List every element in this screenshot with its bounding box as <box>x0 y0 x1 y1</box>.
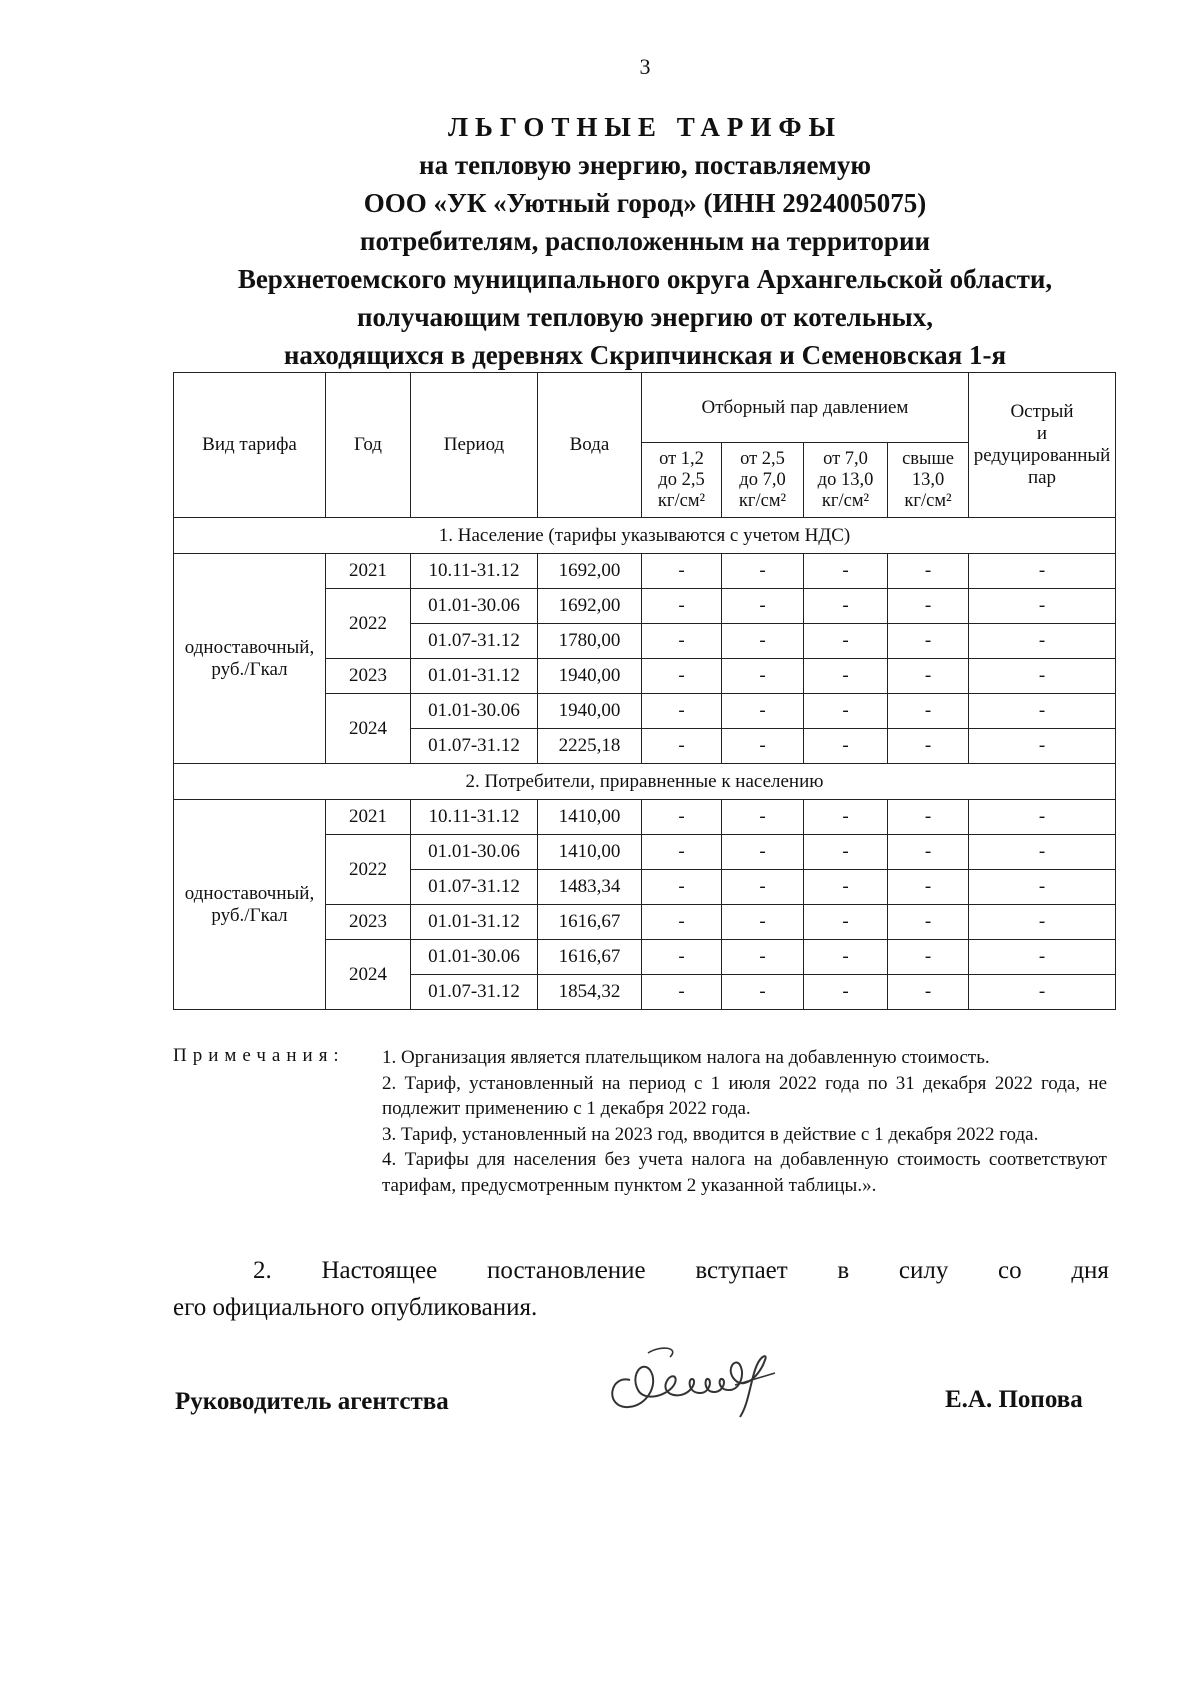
cell-dash: - <box>888 554 969 589</box>
cell-dash: - <box>888 905 969 940</box>
paragraph-word: вступает <box>695 1257 788 1284</box>
cell-water: 1940,00 <box>538 659 642 694</box>
paragraph-word: в <box>837 1257 850 1284</box>
cell-dash: - <box>642 589 722 624</box>
paragraph-word: Настоящее <box>321 1257 438 1284</box>
cell-dash: - <box>642 694 722 729</box>
title-line-7: находящихся в деревнях Скрипчинская и Семеновская 1-я <box>283 340 1007 370</box>
document-title <box>0 108 1200 374</box>
cell-dash: - <box>722 940 804 975</box>
cell-dash: - <box>722 729 804 764</box>
steam-sub-4-l1: свыше <box>902 448 954 469</box>
cell-dash: - <box>642 659 722 694</box>
note-item: 1. Организация является плательщиком налога на добавленную стоимость. <box>382 1047 990 1068</box>
cell-dash: - <box>642 729 722 764</box>
notes-list <box>382 1045 1107 1198</box>
section-2-tariff-type <box>174 800 326 1010</box>
cell-dash: - <box>969 800 1116 835</box>
title-line-3: ООО «УК «Уютный город» (ИНН 2924005075) <box>363 188 927 218</box>
steam-sub-1-l2: до 2,5 <box>658 469 705 490</box>
header-steam-sub-1 <box>642 443 722 518</box>
cell-period: 01.01-30.06 <box>411 835 538 870</box>
cell-dash: - <box>804 835 888 870</box>
section-1-title: 1. Население (тарифы указываются с учетом НДС) <box>174 518 1116 554</box>
header-period: Период <box>411 373 538 518</box>
cell-water: 1780,00 <box>538 624 642 659</box>
cell-period: 01.07-31.12 <box>411 975 538 1010</box>
paragraph-line-1 <box>173 1252 1109 1289</box>
cell-dash: - <box>642 554 722 589</box>
cell-dash: - <box>804 729 888 764</box>
cell-dash: - <box>722 659 804 694</box>
cell-dash: - <box>642 624 722 659</box>
header-sharp-l4: пар <box>1027 467 1057 488</box>
note-item: 4. Тарифы для населения без учета налога на добавленную стоимость соответствуют тарифам, предусмотренным пунктом 2 указанной таблицы.». <box>382 1149 1107 1196</box>
cell-water: 1692,00 <box>538 554 642 589</box>
s2-tariff-l2: руб./Гкал <box>211 904 288 926</box>
cell-period: 01.01-31.12 <box>411 905 538 940</box>
cell-dash: - <box>969 624 1116 659</box>
paragraph-word: дня <box>1071 1257 1109 1284</box>
cell-dash: - <box>642 835 722 870</box>
header-year: Год <box>326 373 411 518</box>
cell-period: 01.01-30.06 <box>411 694 538 729</box>
cell-dash: - <box>642 800 722 835</box>
paragraph-word: силу <box>898 1257 949 1284</box>
paragraph-word: постановление <box>486 1257 646 1284</box>
tariff-table <box>173 372 1116 1010</box>
cell-dash: - <box>969 905 1116 940</box>
cell-dash: - <box>804 800 888 835</box>
cell-dash: - <box>969 835 1116 870</box>
steam-sub-1-unit: кг/см² <box>657 490 706 511</box>
cell-dash: - <box>888 870 969 905</box>
cell-dash: - <box>969 659 1116 694</box>
header-tariff-type: Вид тарифа <box>174 373 326 518</box>
note-item: 3. Тариф, установленный на 2023 год, вводится в действие с 1 декабря 2022 года. <box>382 1123 1039 1145</box>
header-sharp-l1: Острый <box>1010 401 1074 422</box>
cell-dash: - <box>888 835 969 870</box>
cell-dash: - <box>642 940 722 975</box>
cell-year: 2021 <box>326 800 411 835</box>
cell-dash: - <box>642 975 722 1010</box>
signatory-title: Руководитель агентства <box>175 1388 449 1415</box>
paragraph-line-2: его официального опубликования. <box>173 1294 538 1321</box>
header-sharp-l3: редуцированный <box>973 445 1111 466</box>
cell-dash: - <box>722 870 804 905</box>
section-1-tariff-type <box>174 554 326 764</box>
header-steam-sub-4 <box>888 443 969 518</box>
steam-sub-1-l1: от 1,2 <box>659 448 704 469</box>
cell-dash: - <box>722 975 804 1010</box>
cell-year: 2024 <box>326 940 411 1010</box>
cell-dash: - <box>969 554 1116 589</box>
notes-label: Примечания: <box>173 1045 345 1066</box>
steam-sub-3-l1: от 7,0 <box>823 448 868 469</box>
cell-dash: - <box>969 975 1116 1010</box>
cell-dash: - <box>722 554 804 589</box>
header-steam: Отборный пар давлением <box>642 373 969 443</box>
cell-dash: - <box>722 624 804 659</box>
cell-dash: - <box>722 694 804 729</box>
cell-period: 01.07-31.12 <box>411 624 538 659</box>
cell-dash: - <box>888 659 969 694</box>
steam-sub-3-l2: до 13,0 <box>817 469 874 490</box>
cell-water: 1616,67 <box>538 940 642 975</box>
title-line-2: на тепловую энергию, поставляемую <box>419 150 871 180</box>
steam-sub-3-unit: кг/см² <box>821 490 870 511</box>
cell-dash: - <box>969 870 1116 905</box>
cell-dash: - <box>722 589 804 624</box>
page-number: 3 <box>639 54 651 79</box>
handwritten-signature <box>600 1335 790 1430</box>
cell-dash: - <box>804 624 888 659</box>
cell-dash: - <box>804 694 888 729</box>
paragraph-word: со <box>998 1257 1022 1284</box>
title-line-5: Верхнетоемского муниципального округа Архангельской области, <box>237 264 1053 294</box>
cell-dash: - <box>888 589 969 624</box>
cell-dash: - <box>642 870 722 905</box>
cell-period: 10.11-31.12 <box>411 800 538 835</box>
cell-dash: - <box>722 905 804 940</box>
title-line-4: потребителям, расположенным на территории <box>359 226 931 256</box>
cell-year: 2023 <box>326 659 411 694</box>
cell-dash: - <box>804 975 888 1010</box>
s1-tariff-l1: одноставочный, <box>184 636 315 658</box>
header-water: Вода <box>538 373 642 518</box>
cell-dash: - <box>804 554 888 589</box>
cell-period: 10.11-31.12 <box>411 554 538 589</box>
signatory-name: Е.А. Попова <box>945 1386 1083 1413</box>
cell-dash: - <box>804 940 888 975</box>
header-steam-sub-3 <box>804 443 888 518</box>
cell-water: 1854,32 <box>538 975 642 1010</box>
s2-tariff-l1: одноставочный, <box>184 882 315 904</box>
cell-water: 1940,00 <box>538 694 642 729</box>
cell-dash: - <box>722 800 804 835</box>
cell-water: 1692,00 <box>538 589 642 624</box>
cell-dash: - <box>722 835 804 870</box>
cell-period: 01.01-30.06 <box>411 589 538 624</box>
title-line-1: ЛЬГОТНЫЕ ТАРИФЫ <box>447 112 843 142</box>
cell-dash: - <box>804 659 888 694</box>
effective-date-paragraph <box>173 1252 1109 1326</box>
cell-dash: - <box>642 905 722 940</box>
cell-period: 01.07-31.12 <box>411 729 538 764</box>
cell-dash: - <box>888 729 969 764</box>
cell-year: 2023 <box>326 905 411 940</box>
cell-dash: - <box>804 870 888 905</box>
header-steam-sub-2 <box>722 443 804 518</box>
header-sharp-steam <box>969 373 1116 518</box>
cell-water: 1483,34 <box>538 870 642 905</box>
cell-year: 2022 <box>326 835 411 905</box>
steam-sub-2-unit: кг/см² <box>738 490 787 511</box>
cell-water: 1410,00 <box>538 800 642 835</box>
section-2-title: 2. Потребители, приравненные к населению <box>174 764 1116 800</box>
cell-dash: - <box>888 694 969 729</box>
cell-dash: - <box>888 800 969 835</box>
header-sharp-l2: и <box>1036 423 1048 444</box>
cell-dash: - <box>969 940 1116 975</box>
cell-water: 1616,67 <box>538 905 642 940</box>
cell-dash: - <box>969 729 1116 764</box>
title-line-6: получающим тепловую энергию от котельных, <box>356 302 933 332</box>
cell-year: 2022 <box>326 589 411 659</box>
cell-dash: - <box>888 624 969 659</box>
cell-dash: - <box>804 905 888 940</box>
cell-period: 01.01-31.12 <box>411 659 538 694</box>
cell-year: 2024 <box>326 694 411 764</box>
steam-sub-4-l2: 13,0 <box>911 469 945 490</box>
cell-period: 01.01-30.06 <box>411 940 538 975</box>
note-item: 2. Тариф, установленный на период с 1 июля 2022 года по 31 декабря 2022 года, не подлежит применению с 1 декабря 2022 года. <box>382 1072 1107 1119</box>
cell-dash: - <box>969 589 1116 624</box>
cell-dash: - <box>804 589 888 624</box>
cell-dash: - <box>888 975 969 1010</box>
paragraph-word: 2. <box>253 1257 272 1284</box>
cell-period: 01.07-31.12 <box>411 870 538 905</box>
s1-tariff-l2: руб./Гкал <box>211 658 288 680</box>
cell-year: 2021 <box>326 554 411 589</box>
steam-sub-2-l1: от 2,5 <box>740 448 785 469</box>
cell-water: 1410,00 <box>538 835 642 870</box>
cell-dash: - <box>969 694 1116 729</box>
cell-water: 2225,18 <box>538 729 642 764</box>
steam-sub-2-l2: до 7,0 <box>739 469 786 490</box>
steam-sub-4-unit: кг/см² <box>904 490 952 511</box>
cell-dash: - <box>888 940 969 975</box>
